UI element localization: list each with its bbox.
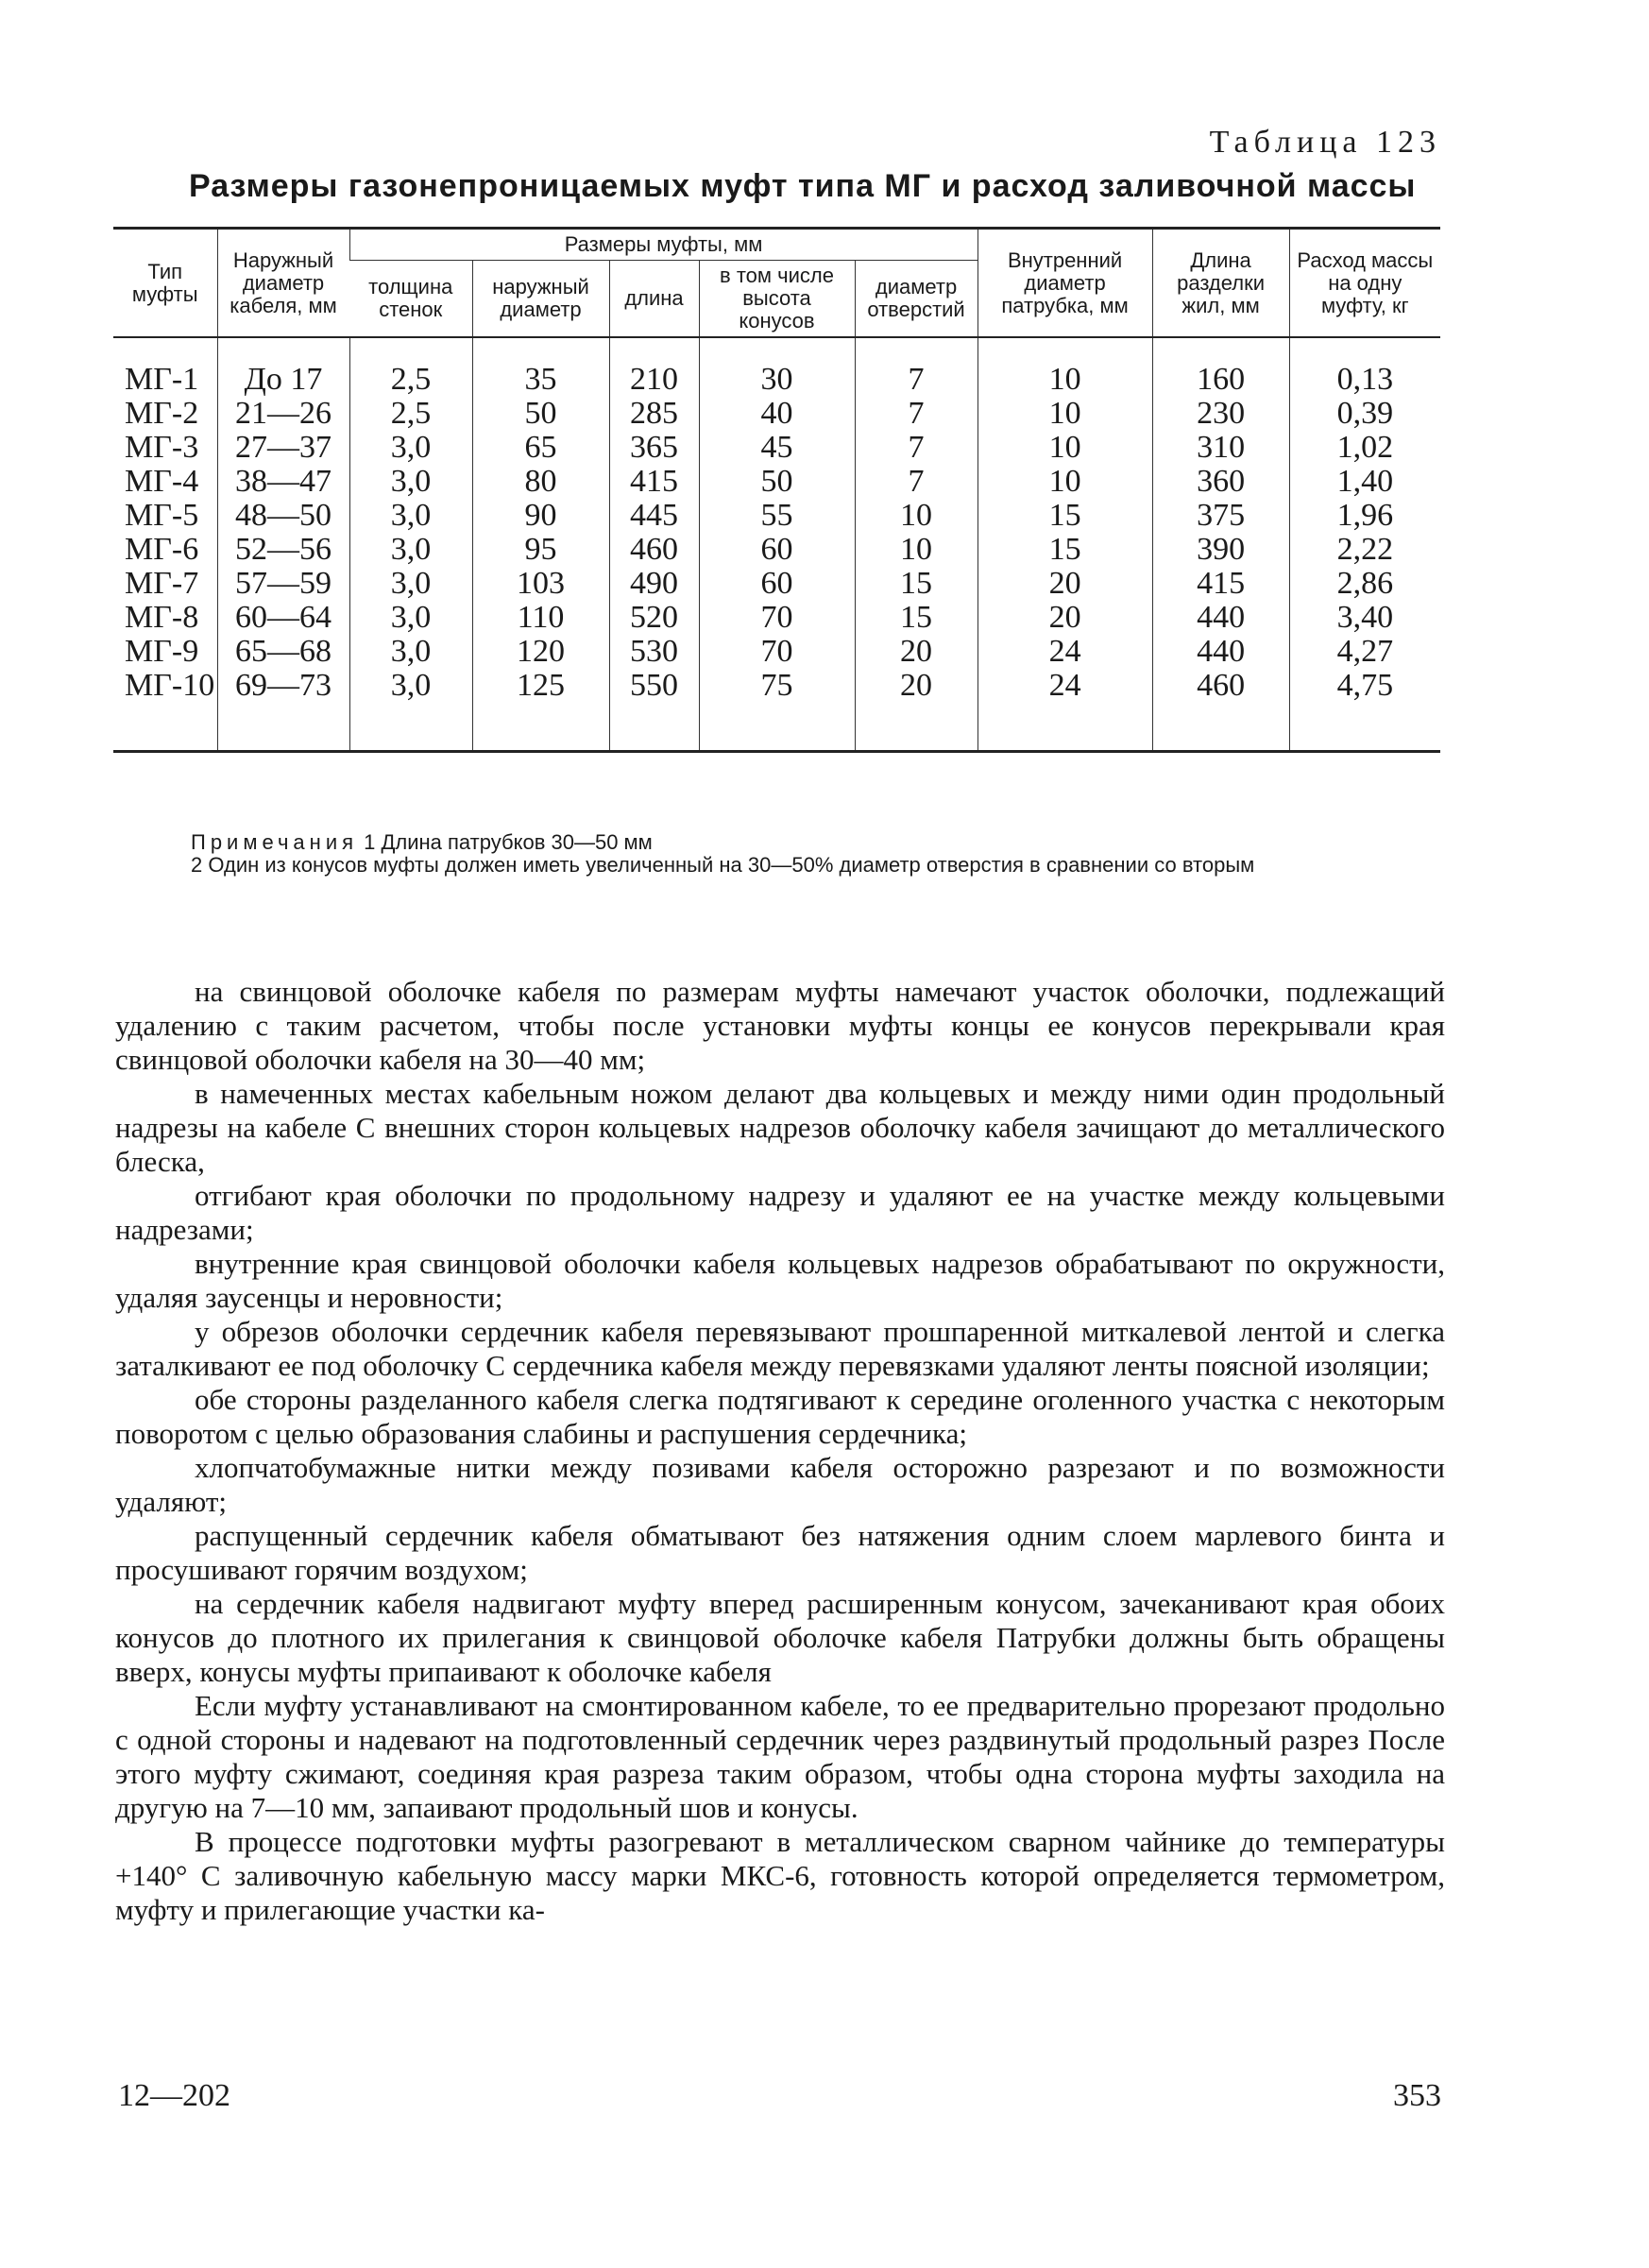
cell-hole-diameter: 7 [855,431,978,465]
cell-cut-length: 230 [1152,397,1289,431]
cell-cone-height: 70 [699,601,855,635]
table-row [113,533,1440,567]
cell-wall-thickness: 3,0 [349,669,472,752]
header-dimensions-group: Размеры муфты, мм [349,229,978,261]
cell-cut-length: 440 [1152,635,1289,669]
cell-length: 520 [609,601,699,635]
cell-mass-consumption: 3,40 [1289,601,1440,635]
body-paragraph: Если муфту устанавливают на смонтированном кабеле, то ее предварительно прорезают продольно с одной стороны и надевают на подготовленный сердечник через раздвинутый продольный разрез После этого муфту сжимают, соединяя края разреза таким образом, чтобы одна сторона муфты заходила на другую на 7—10 мм, запаивают продольный шов и конусы. [115,1689,1445,1824]
cell-hole-diameter: 15 [855,567,978,601]
header-type: Тип муфты [113,229,217,338]
cell-cut-length: 160 [1152,337,1289,397]
cell-wall-thickness: 3,0 [349,465,472,499]
cell-type: МГ-1 [125,362,199,397]
cell-length: 550 [609,669,699,752]
table-row [113,397,1440,431]
cell-outer-diameter: 90 [472,499,609,533]
table-row [113,431,1440,465]
header-outer-diameter: наружный диаметр [472,261,609,338]
cell-mass-consumption: 1,96 [1289,499,1440,533]
cell-pipe-inner-diameter: 20 [978,567,1152,601]
header-cable-diameter: Наружный диаметр кабеля, мм [217,229,349,338]
cell-type: МГ-2 [125,396,199,431]
signature-mark: 12—202 [118,2078,230,2113]
header-pipe-inner-diameter: Внутренний диаметр патрубка, мм [978,229,1152,338]
cell-cable-diameter: 52—56 [217,533,349,567]
cell-hole-diameter: 20 [855,669,978,752]
cell-cut-length: 375 [1152,499,1289,533]
table-title: Размеры газонепроницаемых муфт типа МГ и расход заливочной массы [189,168,1417,204]
cell-cone-height: 50 [699,465,855,499]
cell-pipe-inner-diameter: 15 [978,499,1152,533]
cell-type: МГ-8 [125,600,199,635]
header-wall-thickness: толщина стенок [349,261,472,338]
body-paragraph: в намеченных местах кабельным ножом делают два кольцевых и между ними один продольный надрезы на кабеле С внешних сторон кольцевых надрезов оболочку кабеля зачищают до металлического блеска, [115,1077,1445,1178]
cell-outer-diameter: 80 [472,465,609,499]
cell-cut-length: 415 [1152,567,1289,601]
cell-wall-thickness: 3,0 [349,431,472,465]
cell-pipe-inner-diameter: 10 [978,337,1152,397]
body-paragraph: на свинцовой оболочке кабеля по размерам муфты намечают участок оболочки, подлежащий удалению с таким расчетом, чтобы после установки муфты концы ее конусов перекрывали края свинцовой оболочки кабеля на 30—40 мм; [115,975,1445,1076]
note-1: 1 Длина патрубков 30—50 мм [364,830,653,854]
table-row [113,337,1440,397]
cell-outer-diameter: 50 [472,397,609,431]
cell-pipe-inner-diameter: 10 [978,397,1152,431]
cell-mass-consumption: 2,86 [1289,567,1440,601]
cell-outer-diameter: 110 [472,601,609,635]
cell-wall-thickness: 3,0 [349,567,472,601]
cell-type: МГ-4 [125,464,199,499]
cell-type: МГ-3 [125,430,199,465]
body-text [115,975,1445,1927]
cell-outer-diameter: 95 [472,533,609,567]
cell-cable-diameter: 27—37 [217,431,349,465]
note-2: 2 Один из конусов муфты должен иметь увеличенный на 30—50% диаметр отверстия в сравнении со вторым [191,853,1255,877]
header-mass-consumption: Расход массы на одну муфту, кг [1289,229,1440,338]
cell-cable-diameter: До 17 [217,337,349,397]
cell-outer-diameter: 65 [472,431,609,465]
cell-cable-diameter: 48—50 [217,499,349,533]
body-paragraph: обе стороны разделанного кабеля слегка подтягивают к середине оголенного участка с некоторым поворотом с целью образования слабины и распушения сердечника; [115,1383,1445,1450]
cell-length: 285 [609,397,699,431]
cell-length: 210 [609,337,699,397]
cell-cone-height: 70 [699,635,855,669]
cell-cone-height: 55 [699,499,855,533]
cell-pipe-inner-diameter: 15 [978,533,1152,567]
cell-outer-diameter: 103 [472,567,609,601]
cell-cable-diameter: 69—73 [217,669,349,752]
cell-hole-diameter: 7 [855,397,978,431]
table-row [113,669,1440,752]
body-paragraph: отгибают края оболочки по продольному надрезу и удаляют ее на участке между кольцевыми надрезами; [115,1179,1445,1246]
cell-cone-height: 30 [699,337,855,397]
table-body [113,337,1440,752]
table-notes [113,831,1445,877]
cell-wall-thickness: 3,0 [349,635,472,669]
cell-type: МГ-6 [125,532,199,567]
cell-mass-consumption: 1,02 [1289,431,1440,465]
table-row [113,601,1440,635]
cell-hole-diameter: 20 [855,635,978,669]
cell-mass-consumption: 2,22 [1289,533,1440,567]
notes-heading: Примечания [191,830,359,854]
cell-cone-height: 45 [699,431,855,465]
data-table [113,227,1440,753]
cell-wall-thickness: 3,0 [349,499,472,533]
body-paragraph: у обрезов оболочки сердечник кабеля перевязывают прошпаренной миткалевой лентой и слегка заталкивают ее под оболочку С сердечника кабеля между перевязками удаляют ленты поясной изоляции; [115,1315,1445,1382]
cell-hole-diameter: 7 [855,465,978,499]
cell-cable-diameter: 57—59 [217,567,349,601]
cell-cone-height: 60 [699,567,855,601]
cell-mass-consumption: 1,40 [1289,465,1440,499]
cell-pipe-inner-diameter: 20 [978,601,1152,635]
table-number: Таблица 123 [1209,125,1441,160]
cell-type: МГ-10 [125,668,215,703]
cell-wall-thickness: 2,5 [349,397,472,431]
header-cut-length: Длина разделки жил, мм [1152,229,1289,338]
cell-pipe-inner-diameter: 10 [978,465,1152,499]
cell-length: 415 [609,465,699,499]
body-paragraph: хлопчатобумажные нитки между позивами кабеля осторожно разрезают и по возможности удаляют; [115,1451,1445,1518]
cell-pipe-inner-diameter: 24 [978,669,1152,752]
header-hole-diameter: диаметр отверстий [855,261,978,338]
cell-cone-height: 60 [699,533,855,567]
cell-cable-diameter: 38—47 [217,465,349,499]
cell-length: 365 [609,431,699,465]
cell-outer-diameter: 120 [472,635,609,669]
table-row [113,499,1440,533]
cell-cone-height: 75 [699,669,855,752]
cell-wall-thickness: 2,5 [349,337,472,397]
cell-outer-diameter: 35 [472,337,609,397]
cell-cut-length: 390 [1152,533,1289,567]
cell-length: 460 [609,533,699,567]
body-paragraph: на сердечник кабеля надвигают муфту вперед расширенным конусом, зачеканивают края обоих конусов до плотного их прилегания к свинцовой оболочке кабеля Патрубки должны быть обращены вверх, конусы муфты припаивают к оболочке кабеля [115,1587,1445,1688]
cell-cable-diameter: 60—64 [217,601,349,635]
cell-type: МГ-7 [125,566,199,601]
cell-type: МГ-5 [125,498,199,533]
body-paragraph: В процессе подготовки муфты разогревают в металлическом сварном чайнике до температуры +140° С заливочную кабельную массу марки МКС-6, готовность которой определяется термометром, муфту и прилегающие участки ка- [115,1825,1445,1926]
page-number: 353 [1393,2078,1441,2113]
cell-wall-thickness: 3,0 [349,601,472,635]
cell-cut-length: 310 [1152,431,1289,465]
cell-type: МГ-9 [125,634,199,669]
table-row [113,635,1440,669]
cell-cable-diameter: 65—68 [217,635,349,669]
cell-hole-diameter: 7 [855,337,978,397]
table-row [113,465,1440,499]
cell-cut-length: 460 [1152,669,1289,752]
cell-cut-length: 440 [1152,601,1289,635]
header-cone-height: в том числе высота конусов [699,261,855,338]
note-first-line [113,831,1445,854]
cell-pipe-inner-diameter: 24 [978,635,1152,669]
cell-hole-diameter: 15 [855,601,978,635]
cell-mass-consumption: 4,75 [1289,669,1440,752]
cell-pipe-inner-diameter: 10 [978,431,1152,465]
cell-cut-length: 360 [1152,465,1289,499]
header-length: длина [609,261,699,338]
cell-wall-thickness: 3,0 [349,533,472,567]
cell-outer-diameter: 125 [472,669,609,752]
cell-cable-diameter: 21—26 [217,397,349,431]
cell-length: 490 [609,567,699,601]
cell-cone-height: 40 [699,397,855,431]
cell-length: 530 [609,635,699,669]
cell-mass-consumption: 4,27 [1289,635,1440,669]
body-paragraph: внутренние края свинцовой оболочки кабеля кольцевых надрезов обрабатывают по окружности, удаляя заусенцы и неровности; [115,1247,1445,1314]
cell-hole-diameter: 10 [855,499,978,533]
table-row [113,567,1440,601]
cell-mass-consumption: 0,13 [1289,337,1440,397]
cell-hole-diameter: 10 [855,533,978,567]
body-paragraph: распущенный сердечник кабеля обматывают без натяжения одним слоем марлевого бинта и просушивают горячим воздухом; [115,1519,1445,1586]
cell-mass-consumption: 0,39 [1289,397,1440,431]
cell-length: 445 [609,499,699,533]
